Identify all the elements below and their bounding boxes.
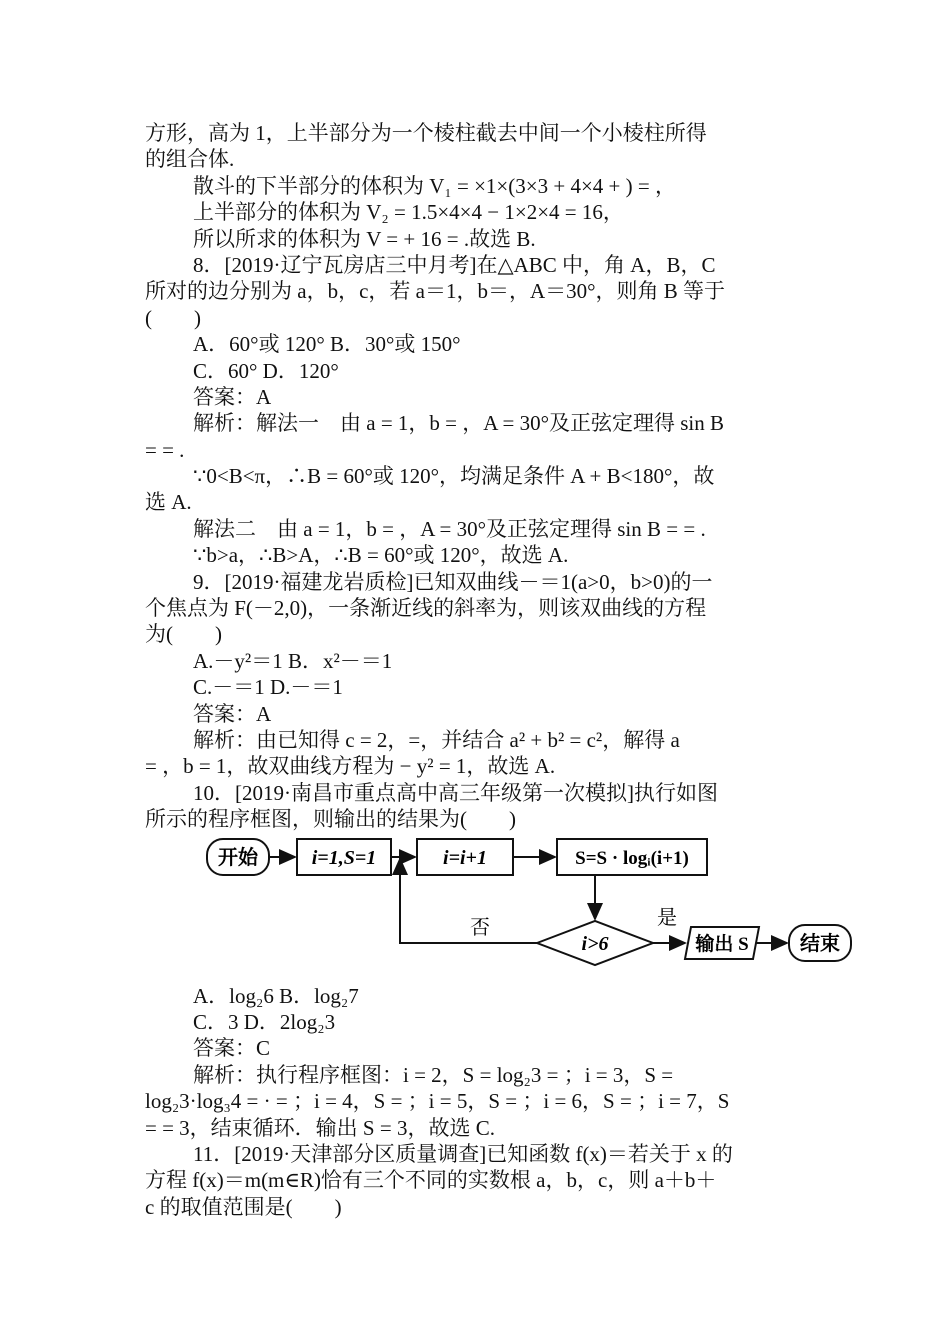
text-line: 所以所求的体积为 V = + 16 = .故选 B.: [193, 226, 536, 251]
option-line: C.－＝1 D.－＝1: [193, 675, 343, 700]
question-9-title: 9．[2019·福建龙岩质检]已知双曲线－＝1(a>0，b>0)的一: [193, 569, 713, 594]
text-line: 方形，高为 1，上半部分为一个棱柱截去中间一个小棱柱所得: [145, 121, 707, 145]
option-line: C．3 D．2log₂3: [193, 1009, 336, 1034]
start-label: 开始: [218, 846, 258, 869]
question-8-title: 8．[2019·辽宁瓦房店三中月考]在△ABC 中，角 A，B，C: [193, 252, 716, 277]
answer-line: 答案：A: [193, 384, 272, 409]
question-11-title: 11．[2019·天津部分区质量调查]已知函数 f(x)＝若关于 x 的: [193, 1141, 733, 1166]
yes-label: 是: [657, 906, 677, 929]
text-line: = = 3，结束循环．输出 S = 3，故选 C.: [145, 1115, 495, 1140]
no-label: 否: [470, 916, 490, 939]
option-line: C．60° D．120°: [193, 358, 339, 383]
text-line: = ，b = 1，故双曲线方程为 − y² = 1，故选 A.: [145, 754, 556, 779]
text-line: 散斗的下半部分的体积为 V₁ = ×1×(3×3 + 4×4 + ) = ，: [193, 173, 676, 198]
text-line: 所对的边分别为 a，b，c，若 a＝1，b＝，A＝30°，则角 B 等于: [145, 279, 726, 304]
option-line: A.－y²＝1 B．x²－＝1: [193, 648, 393, 673]
analysis-line: 解析：解法一 由 a = 1，b = ，A = 30°及正弦定理得 sin B: [193, 411, 725, 436]
init-label: i=1,S=1: [311, 846, 377, 869]
update-label: S=S · logᵢ(i+1): [575, 847, 689, 869]
output-label: 输出 S: [695, 933, 749, 955]
text-line: 的组合体.: [145, 147, 235, 172]
condition-label: i>6: [581, 932, 609, 955]
option-line: A．log₂6 B．log₂7: [193, 983, 359, 1008]
analysis-line: 解析：执行程序框图：i = 2，S = log₂3 = ；i = 3，S =: [193, 1062, 674, 1087]
text-line: ∵0<B<π，∴B = 60°或 120°，均满足条件 A + B<180°，故: [193, 464, 715, 489]
answer-line: 答案：A: [193, 701, 272, 726]
text-line: 为( ): [145, 622, 222, 647]
document-page: [145, 120, 840, 1220]
text-line: 上半部分的体积为 V₂ = 1.5×4×4 − 1×2×4 = 16，: [193, 200, 624, 225]
end-label: 结束: [800, 932, 840, 955]
increment-label: i=i+1: [443, 846, 487, 869]
text-line: log₂3·log₃4 = · = ；i = 4，S = ；i = 5，S = ；i = 6，S = ；i = 7，S: [145, 1089, 730, 1114]
question-10-title: 10．[2019·南昌市重点高中高三年级第一次模拟]执行如图: [193, 780, 718, 805]
text-line: 所示的程序框图，则输出的结果为( ): [145, 807, 516, 832]
text-line: = = .: [145, 437, 185, 462]
option-line: A．60°或 120° B．30°或 150°: [193, 332, 461, 357]
text-line: c 的取值范围是( ): [145, 1194, 342, 1219]
text-line: 选 A.: [145, 490, 192, 515]
text-line: 方程 f(x)＝m(m∈R)恰有三个不同的实数根 a，b，c，则 a＋b＋: [145, 1168, 717, 1193]
text-line: 个焦点为 F(－2,0)，一条渐近线的斜率为，则该双曲线的方程: [145, 596, 707, 621]
text-line: ∵b>a，∴B>A，∴B = 60°或 120°，故选 A.: [193, 543, 569, 568]
answer-line: 答案：C: [193, 1036, 271, 1061]
analysis-line: 解析：由已知得 c = 2，=，并结合 a² + b² = c²，解得 a: [193, 727, 680, 752]
flowchart: [145, 833, 840, 983]
text-line: 解法二 由 a = 1，b = ，A = 30°及正弦定理得 sin B = = .: [193, 516, 706, 541]
text-line: ( ): [145, 305, 201, 330]
